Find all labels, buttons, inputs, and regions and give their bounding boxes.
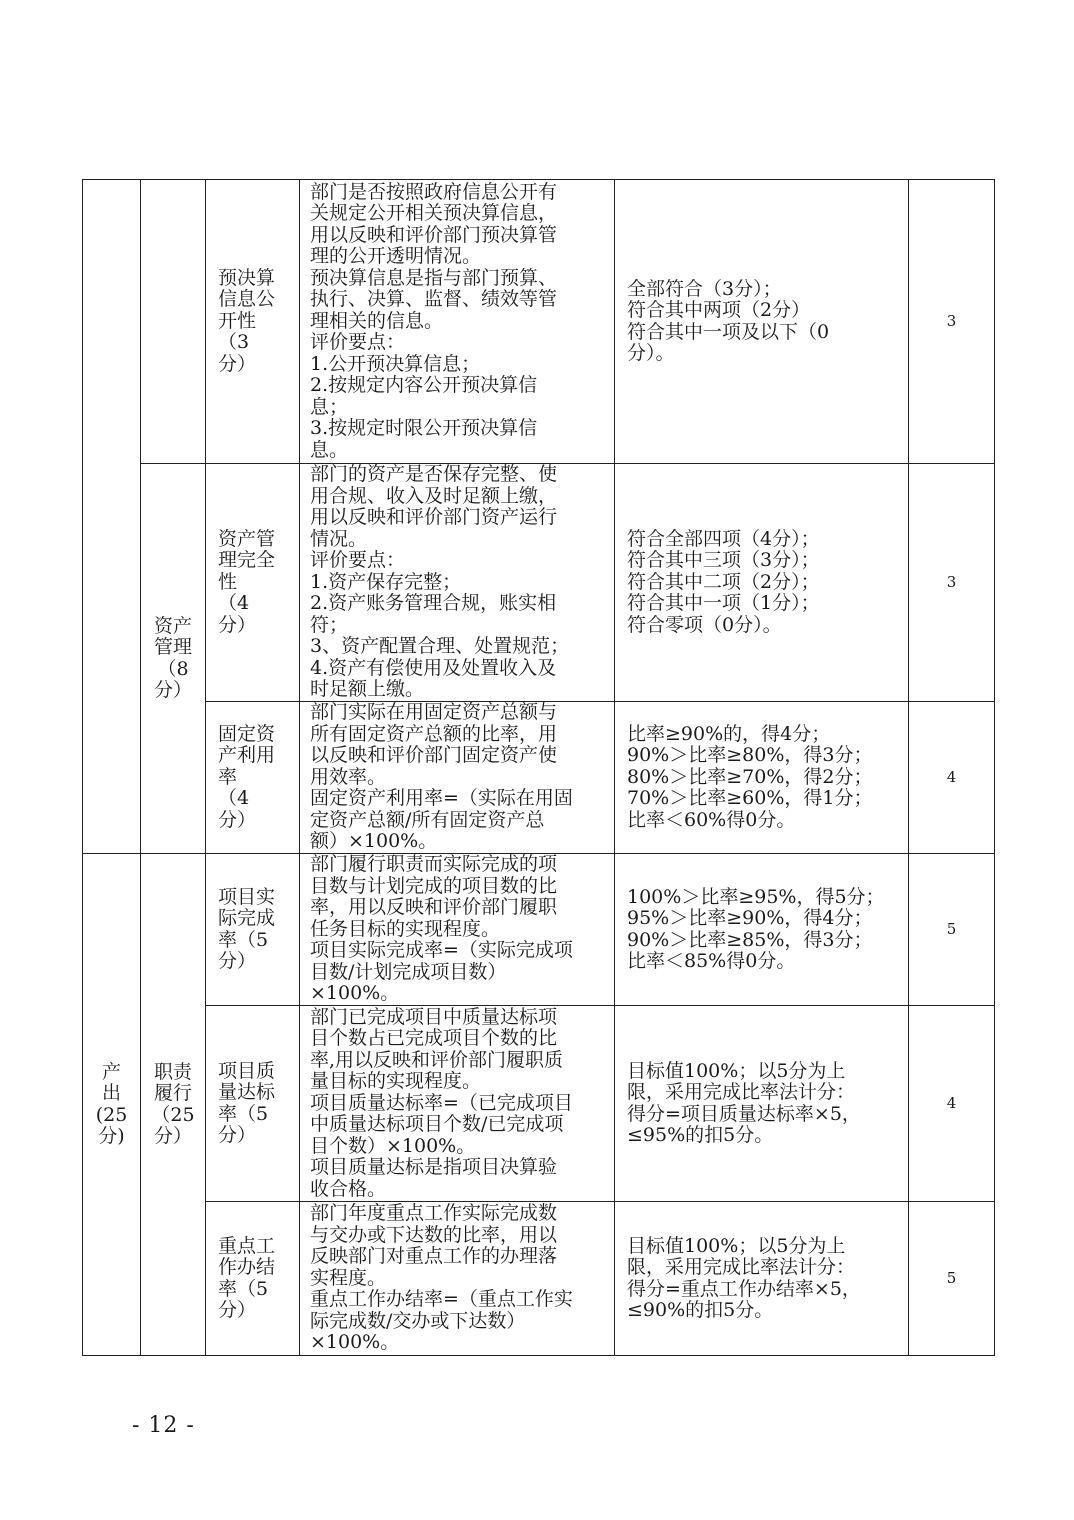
text-line: 1.资产保存完整； <box>310 570 462 593</box>
text-line: 分） <box>218 352 257 375</box>
text-line: 率（5 <box>218 1102 269 1125</box>
indicator-cell <box>206 180 300 464</box>
table-row <box>83 180 995 464</box>
text-line: 90%＞比率≥85%，得3分； <box>627 928 873 951</box>
text-line: 项目质量达标是指项目决算验 <box>310 1156 558 1179</box>
text-line: （25 <box>151 1103 195 1126</box>
indicator-cell <box>206 702 300 854</box>
text-line: 关规定公开相关预决算信息， <box>310 202 558 225</box>
text-line: （8 <box>157 657 189 680</box>
text-line: 全部符合（3分）； <box>627 277 782 300</box>
text-line: 目数/计划完成项目数） <box>310 960 507 983</box>
text-line: 分）。 <box>627 342 675 364</box>
text-line: 项目实际完成率=（实际完成项 <box>310 939 573 962</box>
indicator-cell <box>206 464 300 702</box>
text-line: 部门已完成项目中质量达标项 <box>310 1005 558 1028</box>
table-row <box>83 464 995 702</box>
criteria-cell <box>615 180 909 464</box>
text-line: 以反映和评价部门固定资产使 <box>310 744 558 767</box>
text-line: 部门的资产是否保存完整、使 <box>310 463 558 486</box>
text-line: 90%＞比率≥80%，得3分； <box>627 744 873 767</box>
text-line: 信息公 <box>218 288 276 311</box>
text-line: 所有固定资产总额的比率，用 <box>310 722 558 745</box>
text-line: 中质量达标项目个数/已完成项 <box>310 1113 564 1136</box>
text-line: 量达标 <box>218 1081 276 1103</box>
text-line: 实程度。 <box>310 1266 387 1289</box>
text-line: 出 <box>101 1082 121 1104</box>
text-line: 率 <box>218 765 238 788</box>
text-line: 部门实际在用固定资产总额与 <box>310 701 558 724</box>
description-cell <box>300 180 615 464</box>
text-line: 预决算 <box>218 266 276 289</box>
text-line: 管理 <box>153 636 192 658</box>
text-line: 固定资 <box>218 722 276 745</box>
text-line: 符合其中三项（3分）； <box>627 549 820 572</box>
text-line: 任务目标的实现程度。 <box>310 917 501 940</box>
table-row <box>83 702 995 854</box>
text-line: 目数与计划完成的项目数的比 <box>310 874 558 897</box>
category-cell <box>83 854 141 1356</box>
text-line: 符合其中一项（1分）； <box>627 592 820 615</box>
score-cell: 3 <box>909 464 995 702</box>
text-line: 分) <box>98 1125 125 1147</box>
text-line: 比率＜60%得0分。 <box>627 808 796 831</box>
text-line: 目个数占已完成项目个数的比 <box>310 1027 558 1050</box>
text-line: 部门履行职责而实际完成的项 <box>310 853 558 876</box>
category-cell-empty <box>83 180 141 854</box>
text-line: ≤90%的扣5分。 <box>627 1299 774 1321</box>
text-line: 收合格。 <box>310 1177 387 1200</box>
text-line: 100%＞比率≥95%，得5分； <box>627 885 885 908</box>
text-line: 性 <box>218 570 238 593</box>
text-line: 际完成数/交办或下达数） <box>310 1309 526 1332</box>
text-line: 定资产总额/所有固定资产总 <box>310 808 545 831</box>
text-line: 部门是否按照政府信息公开有 <box>310 180 558 203</box>
sub-category-cell <box>141 854 206 1356</box>
criteria-cell <box>615 1202 909 1356</box>
text-line: 用以反映和评价部门资产运行 <box>310 506 558 529</box>
text-line: ≤95%的扣5分。 <box>627 1124 774 1146</box>
text-line: 开性 <box>218 309 257 332</box>
text-line: 3、资产配置合理、处置规范； <box>310 635 570 658</box>
text-line: 限，采用完成比率法计分： <box>627 1081 856 1103</box>
score-cell: 5 <box>909 1202 995 1356</box>
text-line: 符合零项（0分）。 <box>627 613 782 636</box>
text-line: 产 <box>101 1060 121 1083</box>
table-row <box>83 854 995 1006</box>
text-line: 项目质量达标率=（已完成项目 <box>310 1091 573 1114</box>
text-line: 比率＜85%得0分。 <box>627 950 796 972</box>
text-line: 符； <box>310 613 349 636</box>
indicator-cell <box>206 854 300 1006</box>
text-line: 80%＞比率≥70%，得2分； <box>627 765 873 788</box>
text-line: 目标值100%；以5分为上 <box>627 1234 846 1257</box>
text-line: 率（5 <box>218 928 269 951</box>
text-line: 3.按规定时限公开预决算信 <box>310 417 538 440</box>
sub-category-cell <box>141 464 206 854</box>
text-line: 重点工作办结率=（重点工作实 <box>310 1288 573 1311</box>
text-line: 70%＞比率≥60%，得1分； <box>627 787 873 810</box>
criteria-cell <box>615 1006 909 1202</box>
text-line: 分） <box>153 679 192 701</box>
text-line: 用合规、收入及时足额上缴， <box>310 484 558 507</box>
text-line: 情况。 <box>310 527 368 550</box>
sub-category-cell-empty <box>141 180 206 464</box>
evaluation-table-container <box>82 179 994 1356</box>
text-line: 分） <box>218 950 257 972</box>
text-line: (25 <box>95 1103 128 1126</box>
text-line: 评价要点： <box>310 331 406 354</box>
text-line: 评价要点： <box>310 549 406 572</box>
text-line: 际完成 <box>218 907 276 929</box>
text-line: 符合其中一项及以下（0 <box>627 320 830 343</box>
text-line: 重点工 <box>218 1234 276 1257</box>
text-line: （3 <box>218 331 250 354</box>
score-cell: 4 <box>909 1006 995 1202</box>
text-line: 分） <box>218 1124 257 1146</box>
description-cell <box>300 1006 615 1202</box>
text-line: 反映部门对重点工作的办理落 <box>310 1245 558 1268</box>
description-cell <box>300 702 615 854</box>
criteria-cell <box>615 464 909 702</box>
text-line: 得分=项目质量达标率×5， <box>627 1102 861 1125</box>
evaluation-table <box>82 179 995 1356</box>
text-line: 目个数）×100%。 <box>310 1134 476 1157</box>
text-line: 分） <box>153 1125 192 1147</box>
text-line: 符合其中二项（2分）； <box>627 570 820 593</box>
description-cell <box>300 1202 615 1356</box>
text-line: 执行、决算、监督、绩效等管 <box>310 288 558 311</box>
text-line: 额）×100%。 <box>310 830 438 853</box>
text-line: 得分=重点工作办结率×5， <box>627 1277 861 1300</box>
text-line: 目标值100%；以5分为上 <box>627 1059 846 1082</box>
text-line: 4.资产有偿使用及处置收入及 <box>310 656 557 679</box>
description-cell <box>300 854 615 1006</box>
criteria-cell <box>615 702 909 854</box>
text-line: 固定资产利用率=（实际在用固 <box>310 787 573 810</box>
indicator-cell <box>206 1006 300 1202</box>
text-line: 项目实 <box>218 885 276 908</box>
text-line: 率,用以反映和评价部门履职质 <box>310 1048 564 1071</box>
text-line: 理相关的信息。 <box>310 309 444 332</box>
text-line: ×100%。 <box>310 1331 400 1354</box>
text-line: （4 <box>218 787 250 810</box>
text-line: 资产管 <box>218 527 276 550</box>
text-line: 息； <box>310 395 349 418</box>
text-line: 息。 <box>310 438 349 461</box>
text-line: 分） <box>218 1299 257 1321</box>
score-cell: 4 <box>909 702 995 854</box>
text-line: 限，采用完成比率法计分： <box>627 1256 856 1278</box>
text-line: 与交办或下达数的比率，用以 <box>310 1223 558 1246</box>
page-number: - 12 - <box>132 1413 195 1438</box>
text-line: （4 <box>218 592 250 615</box>
text-line: 2.资产账务管理合规，账实相 <box>310 592 557 615</box>
text-line: 部门年度重点工作实际完成数 <box>310 1202 558 1225</box>
text-line: 分） <box>218 613 257 636</box>
text-line: 率（5 <box>218 1277 269 1300</box>
text-line: 理的公开透明情况。 <box>310 245 482 268</box>
text-line: 履行 <box>153 1082 192 1104</box>
text-line: 时足额上缴。 <box>310 678 425 701</box>
text-line: 用效率。 <box>310 765 387 788</box>
text-line: 资产 <box>153 614 192 637</box>
text-line: 分） <box>218 808 257 831</box>
criteria-cell <box>615 854 909 1006</box>
table-row <box>83 1202 995 1356</box>
text-line: 职责 <box>153 1060 192 1083</box>
indicator-cell <box>206 1202 300 1356</box>
text-line: 比率≥90%的，得4分； <box>627 722 831 745</box>
text-line: 用以反映和评价部门预决算管 <box>310 223 558 246</box>
description-cell <box>300 464 615 702</box>
score-cell: 5 <box>909 854 995 1006</box>
text-line: 2.按规定内容公开预决算信 <box>310 374 538 397</box>
text-line: ×100%。 <box>310 982 400 1005</box>
text-line: 率，用以反映和评价部门履职 <box>310 896 558 919</box>
score-cell: 3 <box>909 180 995 464</box>
text-line: 项目质 <box>218 1059 276 1082</box>
text-line: 量目标的实现程度。 <box>310 1070 482 1093</box>
text-line: 作办结 <box>218 1256 276 1278</box>
text-line: 1.公开预决算信息； <box>310 352 481 375</box>
text-line: 符合其中两项（2分） <box>627 299 811 321</box>
text-line: 产利用 <box>218 744 276 767</box>
text-line: 预决算信息是指与部门预算、 <box>310 266 558 289</box>
text-line: 理完全 <box>218 549 276 572</box>
text-line: 95%＞比率≥90%，得4分； <box>627 907 873 929</box>
text-line: 符合全部四项（4分）； <box>627 527 820 550</box>
table-row <box>83 1006 995 1202</box>
